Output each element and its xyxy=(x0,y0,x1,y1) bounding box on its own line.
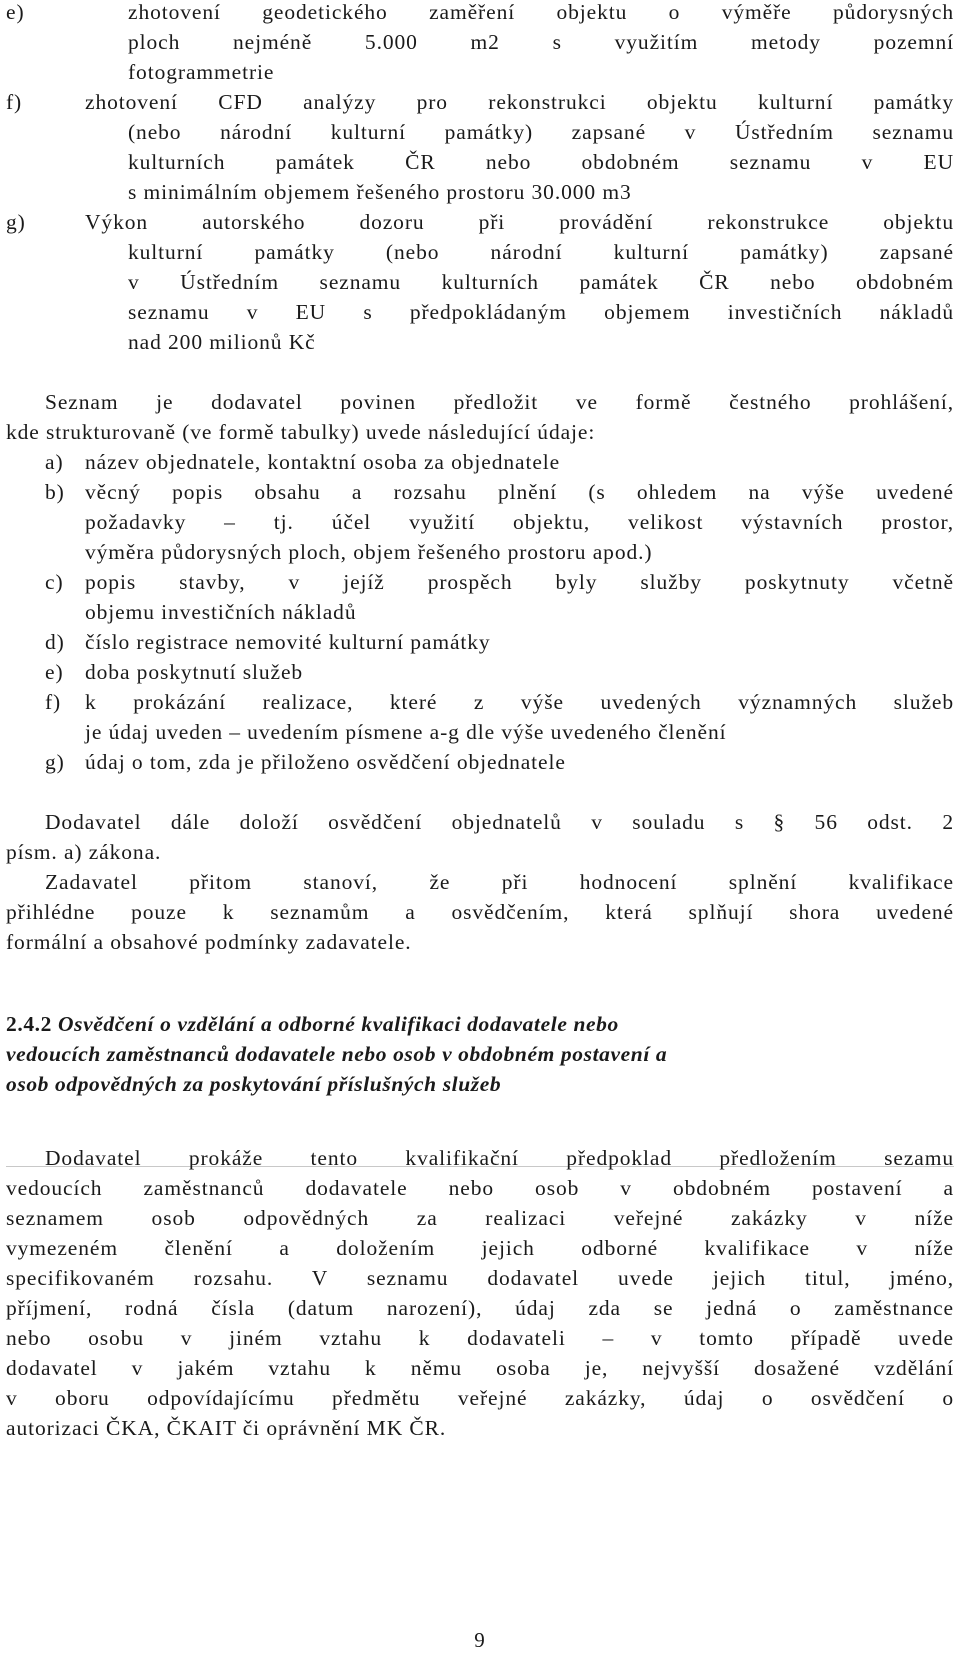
list-item-line: název objednatele, kontaktní osoba za objednatele xyxy=(85,450,561,474)
list-item-line: výměra půdorysných ploch, objem řešeného prostoru apod.) xyxy=(85,540,653,564)
paragraph-line: příjmení, rodná čísla (datum narození), údaj zda se jedná o zaměstnance xyxy=(6,1296,954,1320)
list-item-line: nad 200 milionů Kč xyxy=(128,330,316,354)
list-item-label: b) xyxy=(45,480,65,504)
paragraph-line: Dodavatel dále doloží osvědčení objednatelů v souladu s § 56 odst. 2 xyxy=(45,810,954,834)
list-item-label: g) xyxy=(45,750,65,774)
list-item-line: k prokázání realizace, které z výše uvedených významných služeb xyxy=(85,690,954,714)
paragraph-line: písm. a) zákona. xyxy=(6,840,162,864)
list-item-line: kulturních památek ČR nebo obdobném seznamu v EU xyxy=(128,150,954,174)
list-item-line: údaj o tom, zda je přiloženo osvědčení objednatele xyxy=(85,750,566,774)
list-item-line: je údaj uveden – uvedením písmene a-g dle výše uvedeného členění xyxy=(85,720,727,744)
paragraph-line: vedoucích zaměstnanců dodavatele nebo osob v obdobném postavení a xyxy=(6,1176,954,1200)
list-item-label: f) xyxy=(6,90,23,114)
paragraph-line: formální a obsahové podmínky zadavatele. xyxy=(6,930,412,954)
list-item-label: e) xyxy=(45,660,64,684)
paragraph-line: nebo osobu v jiném vztahu k dodavateli – v tomto případě uvede xyxy=(6,1326,954,1350)
list-item-line: popis stavby, v jejíž prospěch byly služby poskytnuty včetně xyxy=(85,570,954,594)
list-item-label: a) xyxy=(45,450,64,474)
paragraph-line: Seznam je dodavatel povinen předložit ve formě čestného prohlášení, xyxy=(45,390,954,414)
list-item-label: d) xyxy=(45,630,65,654)
list-item-label: e) xyxy=(6,0,25,24)
heading-line: vedoucích zaměstnanců dodavatele nebo osob v obdobném postavení a xyxy=(6,1042,668,1066)
paragraph-line: v oboru odpovídajícímu předmětu veřejné zakázky, údaj o osvědčení o xyxy=(6,1386,954,1410)
section-number: 2.4.2 xyxy=(6,1012,52,1036)
list-item-line: zhotovení CFD analýzy pro rekonstrukci objektu kulturní památky xyxy=(85,90,954,114)
list-item-line: číslo registrace nemovité kulturní památky xyxy=(85,630,491,654)
list-item-label: f) xyxy=(45,690,62,714)
list-item-line: objemu investičních nákladů xyxy=(85,600,357,624)
list-item-line: věcný popis obsahu a rozsahu plnění (s ohledem na výše uvedené xyxy=(85,480,954,504)
list-item-line: doba poskytnutí služeb xyxy=(85,660,304,684)
list-item-line: seznamu v EU s předpokládaným objemem investičních nákladů xyxy=(128,300,954,324)
list-item-line: s minimálním objemem řešeného prostoru 30.000 m3 xyxy=(128,180,632,204)
paragraph-line: vymezeném členění a doložením jejich odborné kvalifikace v níže xyxy=(6,1236,954,1260)
paragraph-line: přihlédne pouze k seznamům a osvědčením, která splňují shora uvedené xyxy=(6,900,954,924)
list-item-line: kulturní památky (nebo národní kulturní památky) zapsané xyxy=(128,240,954,264)
heading-line: osob odpovědných za poskytování příslušných služeb xyxy=(6,1072,502,1096)
page-number: 9 xyxy=(474,1628,486,1652)
list-item-line: požadavky – tj. účel využití objektu, velikost výstavních prostor, xyxy=(85,510,954,534)
paragraph-line: kde strukturovaně (ve formě tabulky) uvede následující údaje: xyxy=(6,420,596,444)
list-item-line: fotogrammetrie xyxy=(128,60,275,84)
list-item-label: g) xyxy=(6,210,26,234)
list-item-line: zhotovení geodetického zaměření objektu o výměře půdorysných xyxy=(128,0,954,24)
paragraph-line: Dodavatel prokáže tento kvalifikační předpoklad předložením sezamu xyxy=(45,1146,954,1170)
list-item-line: (nebo národní kulturní památky) zapsané v Ústředním seznamu xyxy=(128,120,954,144)
paragraph-line: autorizaci ČKA, ČKAIT či oprávnění MK ČR. xyxy=(6,1416,447,1440)
heading-line xyxy=(6,1012,954,1037)
list-item-line: ploch nejméně 5.000 m2 s využitím metody pozemní xyxy=(128,30,954,54)
paragraph-line: seznamem osob odpovědných za realizaci veřejné zakázky v níže xyxy=(6,1206,954,1230)
heading-text: Osvědčení o vzdělání a odborné kvalifikaci dodavatele nebo xyxy=(57,1012,619,1036)
paragraph-line: dodavatel v jakém vztahu k němu osoba je, nejvyšší dosažené vzdělání xyxy=(6,1356,954,1380)
paragraph-line: specifikovaném rozsahu. V seznamu dodavatel uvede jejich titul, jméno, xyxy=(6,1266,954,1290)
list-item-label: c) xyxy=(45,570,64,594)
list-item-line: Výkon autorského dozoru při provádění rekonstrukce objektu xyxy=(85,210,954,234)
list-item-line: v Ústředním seznamu kulturních památek ČR nebo obdobném xyxy=(128,270,954,294)
paragraph-line: Zadavatel přitom stanoví, že při hodnocení splnění kvalifikace xyxy=(45,870,954,894)
